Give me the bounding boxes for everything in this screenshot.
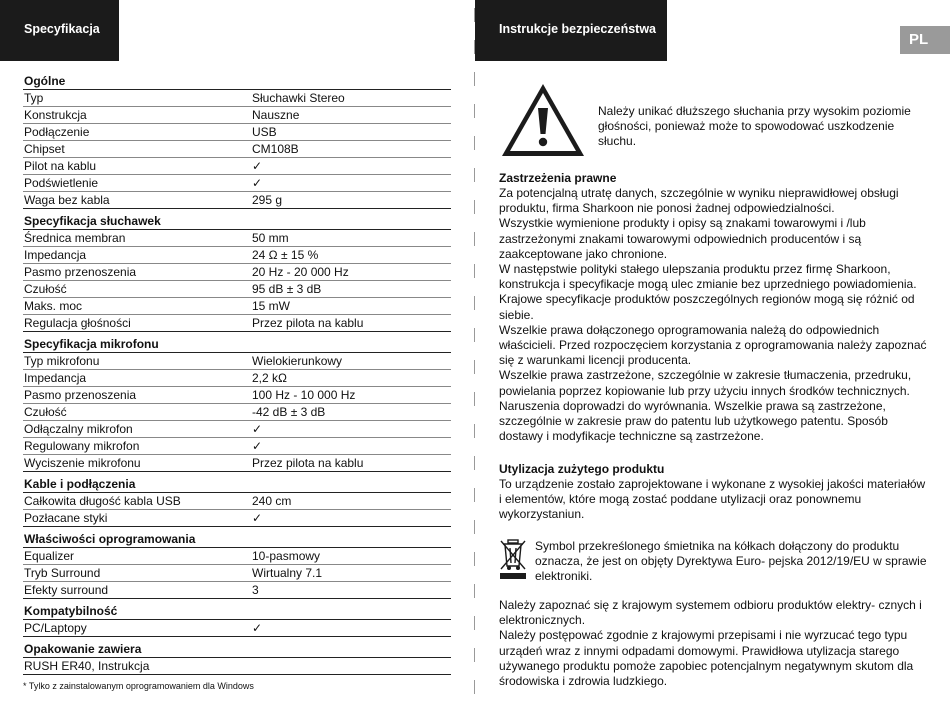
header-tab-specification <box>0 0 119 61</box>
divider-dash <box>474 328 475 342</box>
spec-value: Wirtualny 7.1 <box>252 566 323 580</box>
divider-dash <box>474 552 475 566</box>
spec-key: Całkowita długość kabla USB <box>24 494 181 508</box>
spec-key: Pasmo przenoszenia <box>24 265 137 279</box>
spec-key: Regulacja głośności <box>24 316 131 330</box>
legal-body <box>499 186 931 444</box>
spec-row <box>23 315 451 332</box>
spec-value: Słuchawki Stereo <box>252 91 345 105</box>
spec-row <box>23 510 451 527</box>
spec-row <box>23 438 451 455</box>
spec-row <box>23 404 451 421</box>
spec-row <box>23 370 451 387</box>
spec-key: Equalizer <box>24 549 75 563</box>
divider-dash <box>474 200 475 214</box>
spec-key: Pasmo przenoszenia <box>24 388 137 402</box>
spec-key: Typ mikrofonu <box>24 354 100 368</box>
spec-key: Czułość <box>24 405 67 419</box>
divider-dash <box>474 680 475 694</box>
divider-dash <box>474 456 475 470</box>
spec-key: Maks. moc <box>24 299 83 313</box>
paragraph: Wszelkie prawa dołączonego oprogramowania należą do odpowiednich właścicieli. Przed rozpoczęciem korzystania z oprogramowania należy zapoznać się z warunkami licencji producenta. <box>499 322 927 368</box>
spec-key: Odłączalny mikrofon <box>24 422 133 436</box>
spec-key: Pilot na kablu <box>24 159 97 173</box>
spec-row <box>23 90 451 107</box>
paragraph: Za potencjalną utratę danych, szczególnie w wyniku nieprawidłowej obsługi produktu, firma Sharkoon nie ponosi żadnej odpowiedzialności. <box>499 186 899 216</box>
spec-row <box>23 175 451 192</box>
crossed-bin-icon <box>499 538 527 580</box>
spec-row <box>23 582 451 599</box>
spec-value: 95 dB ± 3 dB <box>252 282 322 296</box>
spec-row <box>23 230 451 247</box>
divider-dash <box>474 136 475 150</box>
spec-key: Czułość <box>24 282 67 296</box>
spec-value: USB <box>252 125 277 139</box>
spec-value: Nauszne <box>252 108 300 122</box>
divider-dash <box>474 40 475 54</box>
spec-key: Regulowany mikrofon <box>24 439 140 453</box>
spec-row <box>23 281 451 298</box>
spec-value: CM108B <box>252 142 299 156</box>
spec-value: 2,2 kΩ <box>252 371 287 385</box>
header-tab-label: Instrukcje bezpieczeństwa <box>499 22 657 36</box>
spec-section-title: Specyfikacja słuchawek <box>23 214 451 230</box>
spec-value: 24 Ω ± 15 % <box>252 248 319 262</box>
divider-dash <box>474 648 475 662</box>
spec-row <box>23 107 451 124</box>
warning-text: Należy unikać dłuższego słuchania przy wysokim poziomie głośności, ponieważ może to spowodować uszkodzenie słuchu. <box>598 104 911 148</box>
spec-key: Waga bez kabla <box>24 193 110 207</box>
spec-section-title: Ogólne <box>23 74 451 90</box>
spec-value: 20 Hz - 20 000 Hz <box>252 265 349 279</box>
spec-key: Efekty surround <box>24 583 109 597</box>
spec-value: -42 dB ± 3 dB <box>252 405 326 419</box>
check-icon: ✓ <box>252 511 263 525</box>
divider-dash <box>474 488 475 502</box>
spec-key: Średnica membran <box>24 231 126 245</box>
spec-row <box>23 158 451 175</box>
spec-row <box>23 141 451 158</box>
divider-dash <box>474 72 475 86</box>
spec-row <box>23 493 451 510</box>
spec-row <box>23 247 451 264</box>
spec-value: 15 mW <box>252 299 291 313</box>
divider-dash <box>474 104 475 118</box>
legal-title: Zastrzeżenia prawne <box>499 171 617 185</box>
header-tab-label: Specyfikacja <box>24 22 100 36</box>
spec-section-title: Kompatybilność <box>23 604 451 620</box>
language-badge <box>900 26 950 54</box>
paragraph: Wszystkie wymienione produkty i opisy są znakami towarowymi i /lub zastrzeżonymi znakami towarowymi odpowiednich producentów i są zaakceptowane jako chronione. <box>499 216 866 261</box>
spec-key: Pozłacane styki <box>24 511 108 525</box>
spec-key: Typ <box>24 91 44 105</box>
paragraph: Wszelkie prawa zastrzeżone, szczególnie w zakresie tłumaczenia, przedruku, powielania poprzez kopiowanie lub przy użyciu innych środków technicznych. Naruszenia doprowadzi do wyrównania. Wszelkie prawa są zastrzeżone, szczególnie w zakresie praw do patentu lub użytkowego patentu. Sposób dostawy i modyfikacje techniczne są zastrzeżone. <box>499 368 912 444</box>
check-icon: ✓ <box>252 159 263 173</box>
divider-dash <box>474 360 475 374</box>
disposal-body <box>499 598 931 689</box>
divider-dash <box>474 584 475 598</box>
divider-dash <box>474 520 475 534</box>
weee-text: Symbol przekreślonego śmietnika na kółkach dołączony do produktu oznacza, że jest on objęty Dyrektywa Euro- pejska 2012/19/EU w sprawie elektroniki. <box>535 539 927 584</box>
spec-section-title: Właściwości oprogramowania <box>23 532 451 548</box>
spec-row <box>23 565 451 582</box>
language-badge-label: PL <box>909 31 929 48</box>
spec-row <box>23 620 451 637</box>
paragraph: W następstwie polityki stałego ulepszania produktu przez firmę Sharkoon, konstrukcja i specyfikacje mogą ulec zmianie bez uprzedniego powiadomienia. Krajowe specyfikacje produktów poszczególnych regionów mogą się różnić od siebie. <box>499 262 917 322</box>
paragraph: Należy zapoznać się z krajowym systemem odbioru produktów elektry- cznych i elektronicznych. <box>499 598 922 628</box>
spec-row <box>23 387 451 404</box>
spec-row <box>23 353 451 370</box>
spec-key: Impedancja <box>24 248 87 262</box>
spec-value: Wielokierunkowy <box>252 354 343 368</box>
spec-value: 100 Hz - 10 000 Hz <box>252 388 356 402</box>
spec-key: Podłączenie <box>24 125 90 139</box>
footnote: * Tylko z zainstalowanym oprogramowaniem dla Windows <box>23 681 254 691</box>
divider-dash <box>474 296 475 310</box>
divider-dash <box>474 168 475 182</box>
specification-table <box>23 74 451 675</box>
divider-dash <box>474 616 475 630</box>
spec-value: 240 cm <box>252 494 292 508</box>
spec-key: Tryb Surround <box>24 566 101 580</box>
check-icon: ✓ <box>252 422 263 436</box>
spec-key: Chipset <box>24 142 65 156</box>
divider-dash <box>474 392 475 406</box>
spec-key: Podświetlenie <box>24 176 99 190</box>
spec-value: 50 mm <box>252 231 289 245</box>
divider-dash <box>474 424 475 438</box>
spec-row <box>23 548 451 565</box>
disposal-title: Utylizacja zużytego produktu <box>499 462 665 476</box>
spec-section-title: Specyfikacja mikrofonu <box>23 337 451 353</box>
spec-key: RUSH ER40, Instrukcja <box>24 659 150 673</box>
spec-section-title: Kable i podłączenia <box>23 477 451 493</box>
spec-key: PC/Laptopy <box>24 621 87 635</box>
spec-key: Konstrukcja <box>24 108 87 122</box>
spec-row <box>23 124 451 141</box>
divider-dash <box>474 264 475 278</box>
spec-value: Przez pilota na kablu <box>252 316 364 330</box>
spec-value: Przez pilota na kablu <box>252 456 364 470</box>
divider-dash <box>474 8 475 22</box>
check-icon: ✓ <box>252 176 263 190</box>
header-tab-safety <box>475 0 667 61</box>
spec-row <box>23 264 451 281</box>
spec-row <box>23 658 451 675</box>
spec-row <box>23 298 451 315</box>
divider-dash <box>474 232 475 246</box>
spec-row <box>23 455 451 472</box>
paragraph: Należy postępować zgodnie z krajowymi przepisami i nie wyrzucać tego typu urządeń wraz z innymi odpadami domowymi. Prawidłowa utylizacja starego używanego produktu pomoże zapobiec potencjalnym negatywnym skutom dla środowiska i zdrowia ludzkiego. <box>499 628 914 689</box>
spec-row <box>23 421 451 438</box>
spec-section-title: Opakowanie zawiera <box>23 642 451 658</box>
spec-row <box>23 192 451 209</box>
spec-value: 295 g <box>252 193 283 207</box>
disposal-intro: To urządzenie zostało zaprojektowane i wykonane z wysokiej jakości materiałów i elementów, które mogą zostać poddane utylizacji oraz ponownemu wykorzystaniun. <box>499 477 926 522</box>
spec-key: Wyciszenie mikrofonu <box>24 456 141 470</box>
spec-value: 10-pasmowy <box>252 549 321 563</box>
spec-key: Impedancja <box>24 371 87 385</box>
check-icon: ✓ <box>252 621 263 635</box>
spec-value: 3 <box>252 583 259 597</box>
check-icon: ✓ <box>252 439 263 453</box>
warning-triangle-icon <box>500 82 586 158</box>
